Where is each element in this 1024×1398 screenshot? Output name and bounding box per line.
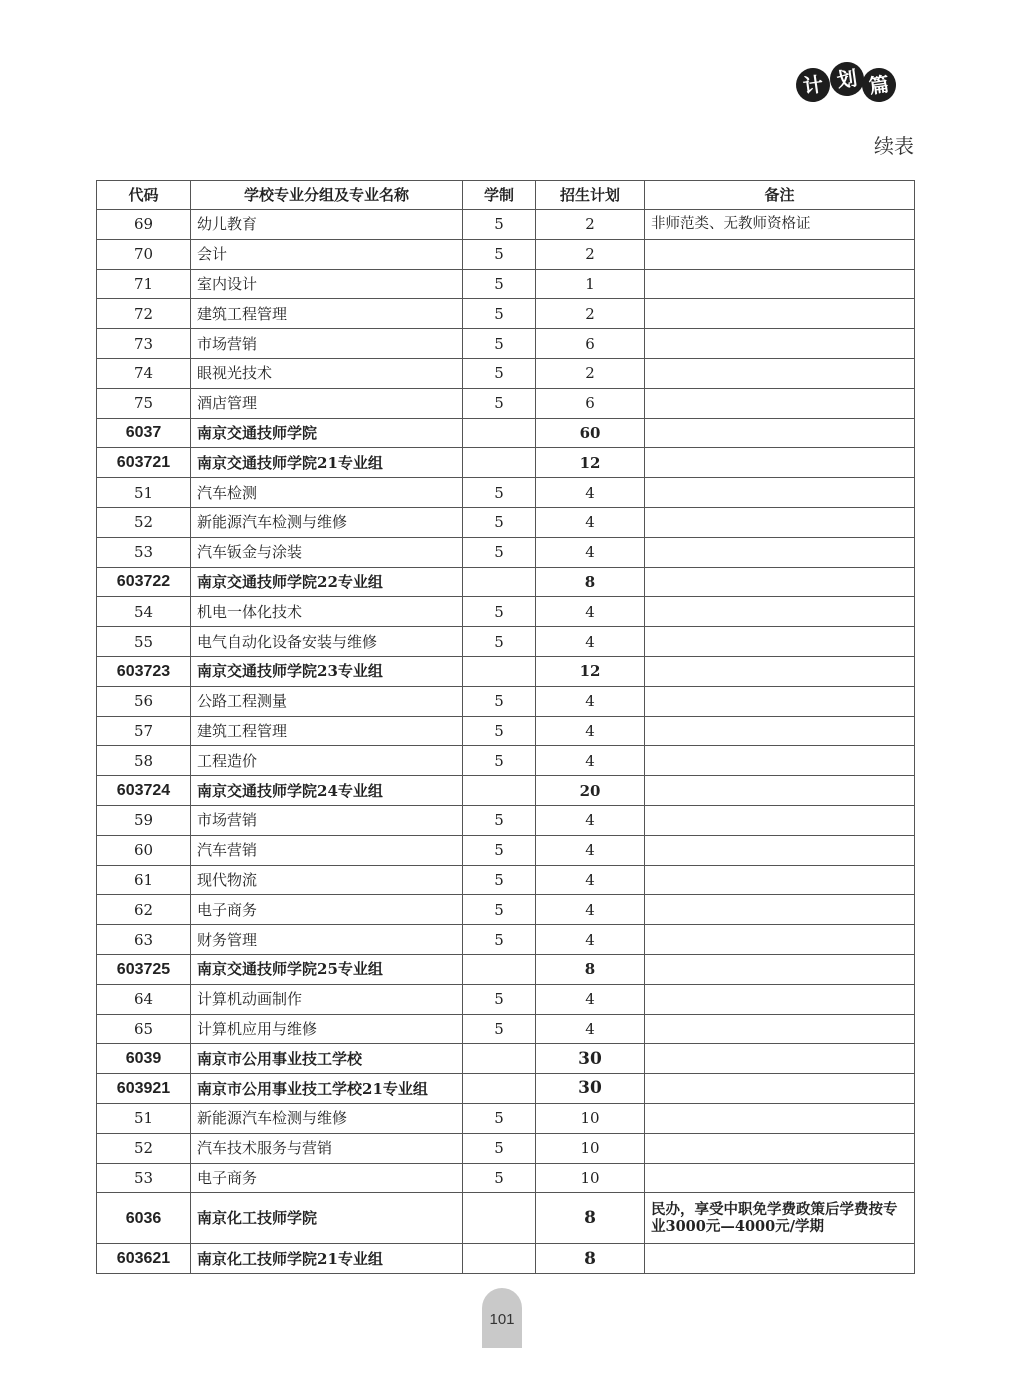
row-name: 南京交通技师学院22专业组 (191, 567, 463, 597)
row-plan: 4 (536, 835, 645, 865)
row-name: 南京市公用事业技工学校 (191, 1044, 463, 1074)
row-code: 75 (97, 388, 191, 418)
row-note (645, 537, 915, 567)
row-plan: 6 (536, 329, 645, 359)
row-code: 61 (97, 865, 191, 895)
column-header-years: 学制 (463, 181, 536, 210)
row-plan: 4 (536, 925, 645, 955)
table-row (97, 1163, 915, 1193)
row-note (645, 776, 915, 806)
row-years: 5 (463, 835, 536, 865)
row-note (645, 954, 915, 984)
row-code: 52 (97, 1133, 191, 1163)
row-note (645, 478, 915, 508)
row-years: 5 (463, 210, 536, 240)
table-row (97, 478, 915, 508)
row-note (645, 1133, 915, 1163)
row-note (645, 299, 915, 329)
row-plan: 8 (536, 567, 645, 597)
table-row (97, 1244, 915, 1274)
row-name: 财务管理 (191, 925, 463, 955)
row-note (645, 1103, 915, 1133)
table-row (97, 865, 915, 895)
row-name: 幼儿教育 (191, 210, 463, 240)
row-plan: 4 (536, 686, 645, 716)
table-row (97, 656, 915, 686)
logo-char-3: 篇 (860, 66, 898, 104)
row-plan: 4 (536, 507, 645, 537)
row-note (645, 746, 915, 776)
row-name: 南京化工技师学院 (191, 1193, 463, 1244)
row-note (645, 507, 915, 537)
row-name: 电子商务 (191, 1163, 463, 1193)
row-plan: 2 (536, 239, 645, 269)
row-years: 5 (463, 925, 536, 955)
row-plan: 30 (536, 1044, 645, 1074)
table-row (97, 448, 915, 478)
row-name: 汽车营销 (191, 835, 463, 865)
row-note (645, 716, 915, 746)
table-row (97, 627, 915, 657)
table-row (97, 1044, 915, 1074)
row-name: 南京市公用事业技工学校21专业组 (191, 1074, 463, 1104)
row-years: 5 (463, 597, 536, 627)
row-note (645, 627, 915, 657)
row-plan: 8 (536, 954, 645, 984)
row-note (645, 269, 915, 299)
row-years: 5 (463, 895, 536, 925)
row-plan: 8 (536, 1244, 645, 1274)
row-plan: 10 (536, 1163, 645, 1193)
row-note (645, 805, 915, 835)
row-plan: 4 (536, 1014, 645, 1044)
table-row (97, 686, 915, 716)
row-code: 53 (97, 1163, 191, 1193)
row-code: 603921 (97, 1074, 191, 1104)
table-row (97, 895, 915, 925)
table-row (97, 239, 915, 269)
row-years: 5 (463, 388, 536, 418)
row-years (463, 656, 536, 686)
row-name: 汽车钣金与涂装 (191, 537, 463, 567)
table-row (97, 210, 915, 240)
table-row (97, 716, 915, 746)
row-code: 69 (97, 210, 191, 240)
enrollment-plan-table (96, 180, 915, 1274)
row-years (463, 1193, 536, 1244)
row-name: 酒店管理 (191, 388, 463, 418)
table-row (97, 537, 915, 567)
row-years: 5 (463, 269, 536, 299)
row-note (645, 656, 915, 686)
row-plan: 30 (536, 1074, 645, 1104)
row-years: 5 (463, 358, 536, 388)
row-code: 51 (97, 1103, 191, 1133)
row-note: 民办，享受中职免学费政策后学费按专业3000元—4000元/学期 (645, 1193, 915, 1244)
row-note (645, 686, 915, 716)
page-number: 101 (482, 1288, 522, 1348)
column-header-note: 备注 (645, 181, 915, 210)
column-header-name: 学校专业分组及专业名称 (191, 181, 463, 210)
table-row (97, 954, 915, 984)
row-plan: 12 (536, 656, 645, 686)
row-code: 72 (97, 299, 191, 329)
table-row (97, 597, 915, 627)
table-row (97, 1103, 915, 1133)
table-row (97, 746, 915, 776)
row-years (463, 567, 536, 597)
row-plan: 6 (536, 388, 645, 418)
row-name: 室内设计 (191, 269, 463, 299)
row-plan: 4 (536, 478, 645, 508)
row-code: 59 (97, 805, 191, 835)
row-name: 机电一体化技术 (191, 597, 463, 627)
row-name: 市场营销 (191, 329, 463, 359)
row-name: 电气自动化设备安装与维修 (191, 627, 463, 657)
row-name: 公路工程测量 (191, 686, 463, 716)
row-years: 5 (463, 746, 536, 776)
row-note (645, 329, 915, 359)
row-note (645, 1014, 915, 1044)
row-plan: 4 (536, 805, 645, 835)
row-years (463, 1244, 536, 1274)
row-name: 建筑工程管理 (191, 299, 463, 329)
row-name: 工程造价 (191, 746, 463, 776)
row-code: 603724 (97, 776, 191, 806)
row-years: 5 (463, 805, 536, 835)
table-row (97, 567, 915, 597)
row-years (463, 1074, 536, 1104)
table-row (97, 805, 915, 835)
row-years: 5 (463, 537, 536, 567)
row-years: 5 (463, 507, 536, 537)
row-years: 5 (463, 865, 536, 895)
row-code: 6037 (97, 418, 191, 448)
table-row (97, 776, 915, 806)
row-name: 市场营销 (191, 805, 463, 835)
row-plan: 4 (536, 597, 645, 627)
row-years (463, 418, 536, 448)
table-row (97, 1193, 915, 1244)
row-code: 63 (97, 925, 191, 955)
row-years: 5 (463, 984, 536, 1014)
row-code: 73 (97, 329, 191, 359)
row-years: 5 (463, 1014, 536, 1044)
row-code: 56 (97, 686, 191, 716)
table-row (97, 299, 915, 329)
row-note (645, 835, 915, 865)
table-row (97, 1074, 915, 1104)
row-plan: 4 (536, 984, 645, 1014)
row-note (645, 239, 915, 269)
row-years: 5 (463, 329, 536, 359)
row-code: 60 (97, 835, 191, 865)
row-note (645, 1163, 915, 1193)
row-plan: 4 (536, 537, 645, 567)
row-years: 5 (463, 1163, 536, 1193)
table-row (97, 1014, 915, 1044)
row-note (645, 895, 915, 925)
table-row (97, 1133, 915, 1163)
table-row (97, 507, 915, 537)
table-row (97, 984, 915, 1014)
row-plan: 4 (536, 716, 645, 746)
row-code: 58 (97, 746, 191, 776)
row-years (463, 1044, 536, 1074)
row-note: 非师范类、无教师资格证 (645, 210, 915, 240)
row-plan: 4 (536, 895, 645, 925)
row-code: 54 (97, 597, 191, 627)
row-code: 51 (97, 478, 191, 508)
row-note (645, 448, 915, 478)
row-code: 603725 (97, 954, 191, 984)
row-name: 新能源汽车检测与维修 (191, 507, 463, 537)
row-plan: 2 (536, 358, 645, 388)
row-note (645, 1244, 915, 1274)
row-plan: 10 (536, 1133, 645, 1163)
row-name: 新能源汽车检测与维修 (191, 1103, 463, 1133)
row-code: 53 (97, 537, 191, 567)
column-header-code: 代码 (97, 181, 191, 210)
row-name: 南京交通技师学院24专业组 (191, 776, 463, 806)
row-years: 5 (463, 239, 536, 269)
row-years: 5 (463, 478, 536, 508)
logo-char-1: 计 (794, 66, 832, 104)
row-years: 5 (463, 627, 536, 657)
row-note (645, 418, 915, 448)
row-plan: 4 (536, 865, 645, 895)
row-name: 会计 (191, 239, 463, 269)
row-name: 建筑工程管理 (191, 716, 463, 746)
row-code: 74 (97, 358, 191, 388)
row-note (645, 865, 915, 895)
row-years: 5 (463, 686, 536, 716)
row-note (645, 1074, 915, 1104)
row-note (645, 567, 915, 597)
row-years (463, 776, 536, 806)
row-name: 南京交通技师学院 (191, 418, 463, 448)
row-name: 电子商务 (191, 895, 463, 925)
row-note (645, 984, 915, 1014)
row-code: 64 (97, 984, 191, 1014)
row-code: 6039 (97, 1044, 191, 1074)
row-note (645, 358, 915, 388)
section-logo (796, 62, 900, 104)
row-name: 计算机应用与维修 (191, 1014, 463, 1044)
table-header-row (97, 181, 915, 210)
row-plan: 4 (536, 627, 645, 657)
row-code: 603721 (97, 448, 191, 478)
row-code: 6036 (97, 1193, 191, 1244)
row-code: 65 (97, 1014, 191, 1044)
row-code: 603723 (97, 656, 191, 686)
table-row (97, 358, 915, 388)
row-name: 南京交通技师学院25专业组 (191, 954, 463, 984)
row-years: 5 (463, 1103, 536, 1133)
row-code: 57 (97, 716, 191, 746)
row-years: 5 (463, 1133, 536, 1163)
row-note (645, 1044, 915, 1074)
row-plan: 2 (536, 299, 645, 329)
table-row (97, 269, 915, 299)
row-note (645, 597, 915, 627)
row-plan: 8 (536, 1193, 645, 1244)
row-name: 汽车检测 (191, 478, 463, 508)
row-years: 5 (463, 716, 536, 746)
row-name: 南京交通技师学院21专业组 (191, 448, 463, 478)
table-row (97, 388, 915, 418)
column-header-plan: 招生计划 (536, 181, 645, 210)
row-code: 70 (97, 239, 191, 269)
row-code: 62 (97, 895, 191, 925)
logo-char-2: 划 (828, 60, 866, 98)
row-code: 603621 (97, 1244, 191, 1274)
row-name: 眼视光技术 (191, 358, 463, 388)
row-plan: 20 (536, 776, 645, 806)
row-years (463, 954, 536, 984)
row-years: 5 (463, 299, 536, 329)
row-plan: 1 (536, 269, 645, 299)
row-plan: 60 (536, 418, 645, 448)
table-row (97, 329, 915, 359)
table-row (97, 418, 915, 448)
row-name: 汽车技术服务与营销 (191, 1133, 463, 1163)
row-plan: 12 (536, 448, 645, 478)
row-code: 55 (97, 627, 191, 657)
continuation-label: 续表 (874, 134, 914, 158)
row-years (463, 448, 536, 478)
row-plan: 2 (536, 210, 645, 240)
table-body (97, 210, 915, 1274)
table-row (97, 835, 915, 865)
row-note (645, 388, 915, 418)
row-plan: 10 (536, 1103, 645, 1133)
row-code: 71 (97, 269, 191, 299)
row-note (645, 925, 915, 955)
row-name: 南京交通技师学院23专业组 (191, 656, 463, 686)
row-plan: 4 (536, 746, 645, 776)
row-code: 603722 (97, 567, 191, 597)
row-name: 计算机动画制作 (191, 984, 463, 1014)
row-code: 52 (97, 507, 191, 537)
row-name: 现代物流 (191, 865, 463, 895)
table-row (97, 925, 915, 955)
row-name: 南京化工技师学院21专业组 (191, 1244, 463, 1274)
